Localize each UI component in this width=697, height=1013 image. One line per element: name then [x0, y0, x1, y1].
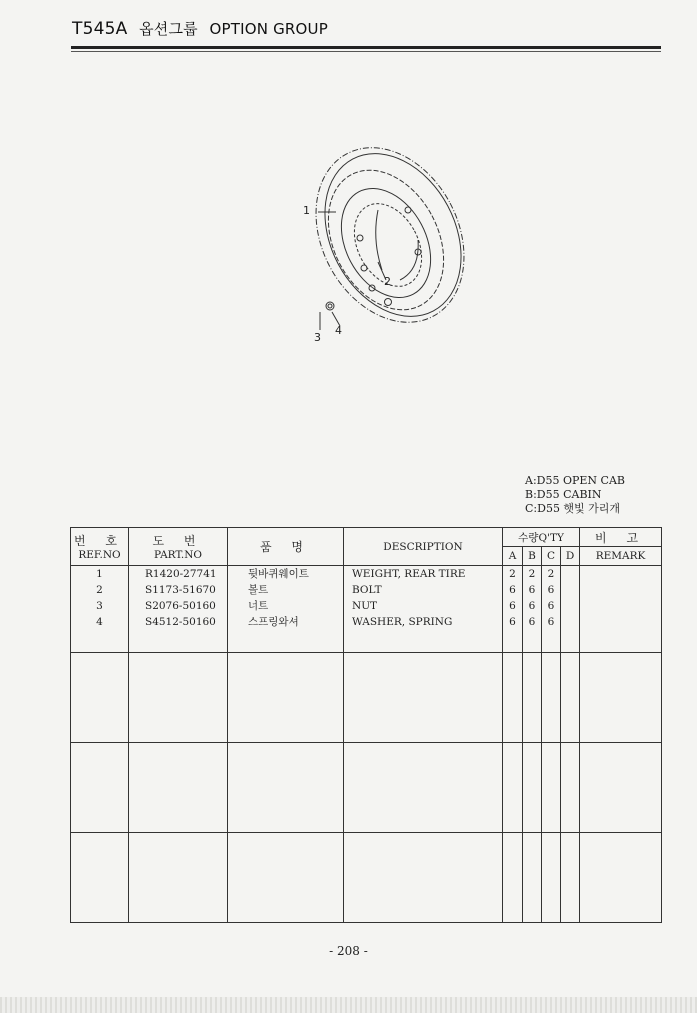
- qty-d: [561, 614, 579, 630]
- qty-a: 2: [509, 568, 516, 581]
- qty-c: 2: [547, 568, 555, 581]
- table-row-empty: [71, 742, 662, 832]
- empty-cell: [580, 832, 662, 922]
- part-name-ko: 볼트: [248, 584, 269, 597]
- ref-no-header-en: REF.NO: [78, 549, 121, 562]
- qty-a: 6: [509, 616, 516, 629]
- empty-cell: [228, 742, 344, 832]
- part-name-ko: 너트: [248, 600, 269, 613]
- remark: [580, 598, 661, 614]
- empty-cell: [523, 742, 542, 832]
- washer-part: [326, 302, 334, 310]
- description-list: [344, 566, 502, 630]
- part-description: NUT: [352, 600, 378, 613]
- callout-3: 3: [314, 331, 321, 344]
- part-no: S2076-50160: [145, 600, 216, 613]
- qty-b: 2: [528, 568, 536, 581]
- remark-col: [580, 566, 662, 652]
- empty-cell: [344, 652, 503, 742]
- page-title: [72, 18, 328, 39]
- remark-list: [580, 566, 661, 630]
- empty-cell: [344, 832, 503, 922]
- remark: [580, 582, 661, 598]
- qty-b: 6: [528, 600, 536, 613]
- qty-col-c: C: [542, 547, 561, 566]
- description-header: [344, 528, 503, 566]
- qty-b-list: [523, 566, 541, 630]
- header-rule: [71, 46, 661, 49]
- qty-d: [561, 566, 579, 582]
- weight-hub-ring: [323, 173, 448, 313]
- qty-header: [503, 528, 580, 547]
- qty-header-en: Q'TY: [538, 531, 564, 544]
- qty-b: 6: [528, 616, 536, 629]
- description-header-text: DESCRIPTION: [383, 540, 463, 553]
- part-name-ko: 스프링와셔: [248, 616, 299, 629]
- ref-no: 4: [96, 616, 103, 629]
- bolt-hole: [357, 235, 363, 241]
- empty-cell: [129, 832, 228, 922]
- empty-cell: [344, 742, 503, 832]
- qty-c-list: [542, 566, 560, 630]
- part-no-header-ko: 도 번: [152, 534, 204, 549]
- qty-b: 6: [528, 584, 536, 597]
- qty-a: 6: [509, 600, 516, 613]
- remark-header-ko: 비 고: [595, 530, 647, 545]
- qty-d-list: [561, 566, 579, 630]
- empty-cell: [561, 652, 580, 742]
- bolt-hole: [405, 207, 411, 213]
- part-no-header-en: PART.NO: [154, 549, 202, 562]
- part-no-header: [129, 528, 228, 566]
- qty-a: 6: [509, 584, 516, 597]
- name-ko-header: [228, 528, 344, 566]
- empty-cell: [503, 832, 523, 922]
- part-no: S1173-51670: [145, 584, 216, 597]
- empty-cell: [71, 742, 129, 832]
- name-ko-list: [228, 566, 343, 630]
- bolt-hole: [385, 299, 392, 306]
- empty-cell: [129, 742, 228, 832]
- empty-cell: [523, 652, 542, 742]
- weight-outer-rim-2: [298, 140, 488, 340]
- qty-b-col: [523, 566, 542, 652]
- empty-cell: [542, 652, 561, 742]
- description-col: [344, 566, 503, 652]
- part-description: WASHER, SPRING: [352, 616, 453, 629]
- weight-inner-ring: [305, 150, 466, 330]
- table-row-group: [71, 566, 662, 652]
- page-number: - 208 -: [329, 944, 368, 958]
- group-name-en: OPTION GROUP: [209, 20, 328, 38]
- qty-header-ko: 수량: [518, 531, 539, 544]
- model-code: T545A: [72, 19, 128, 39]
- part-no: S4512-50160: [145, 616, 216, 629]
- remark: [580, 614, 661, 630]
- scan-edge: [0, 997, 697, 1013]
- part-no: R1420-27741: [145, 568, 217, 581]
- empty-cell: [228, 832, 344, 922]
- name-ko-col: [228, 566, 344, 652]
- remark-header: REMARK: [580, 547, 662, 566]
- empty-cell: [542, 742, 561, 832]
- ref-no-header: [71, 528, 129, 566]
- callout-4: 4: [335, 324, 342, 337]
- empty-cell: [503, 742, 523, 832]
- qty-col-a: A: [503, 547, 523, 566]
- qty-c: 6: [547, 600, 555, 613]
- qty-d: [561, 598, 579, 614]
- qty-col-d: D: [561, 547, 580, 566]
- ref-no: 1: [96, 568, 103, 581]
- hub-cutout: [376, 210, 382, 270]
- group-name-ko: 옵션그룹: [139, 20, 198, 38]
- part-name-ko: 뒷바퀴웨이트: [248, 568, 309, 581]
- qty-c-col: [542, 566, 561, 652]
- qty-c: 6: [547, 616, 555, 629]
- empty-cell: [523, 832, 542, 922]
- part-description: WEIGHT, REAR TIRE: [352, 568, 466, 581]
- callout-1: 1: [303, 204, 310, 217]
- ref-no: 2: [96, 584, 103, 597]
- name-ko-header-text: 품 명: [260, 540, 311, 555]
- legend-line-c: C:D55 햇빛 가리개: [525, 502, 621, 515]
- empty-cell: [561, 832, 580, 922]
- part-col: [129, 566, 228, 652]
- header-rule-thin: [71, 51, 661, 52]
- bolt-hole: [361, 265, 367, 271]
- empty-cell: [561, 742, 580, 832]
- bolt-hole: [369, 285, 375, 291]
- empty-cell: [228, 652, 344, 742]
- qty-col-b: B: [523, 547, 542, 566]
- empty-cell: [580, 742, 662, 832]
- empty-cell: [542, 832, 561, 922]
- ref-list: [71, 566, 128, 630]
- ref-no-header-ko: 번 호: [74, 534, 125, 549]
- remark-header-ko-cell: [580, 528, 662, 547]
- qty-a-col: [503, 566, 523, 652]
- empty-cell: [129, 652, 228, 742]
- hub-cutout: [400, 240, 418, 280]
- parts-table: [70, 527, 662, 923]
- callout-2: 2: [384, 275, 391, 288]
- quantity-legend: [525, 474, 625, 516]
- qty-d: [561, 582, 579, 598]
- empty-cell: [71, 832, 129, 922]
- wheel-weight-diagram: [290, 140, 490, 350]
- legend-line-b: B:D55 CABIN: [525, 488, 602, 501]
- qty-a-list: [503, 566, 522, 630]
- remark: [580, 566, 661, 582]
- empty-cell: [71, 652, 129, 742]
- legend-line-a: A:D55 OPEN CAB: [525, 474, 625, 487]
- nut-part: [328, 304, 332, 308]
- ref-no: 3: [96, 600, 103, 613]
- part-list: [129, 566, 227, 630]
- qty-c: 6: [547, 584, 555, 597]
- table-row-empty: [71, 832, 662, 922]
- empty-cell: [503, 652, 523, 742]
- qty-d-col: [561, 566, 580, 652]
- part-description: BOLT: [352, 584, 382, 597]
- ref-col: [71, 566, 129, 652]
- table-row-empty: [71, 652, 662, 742]
- empty-cell: [580, 652, 662, 742]
